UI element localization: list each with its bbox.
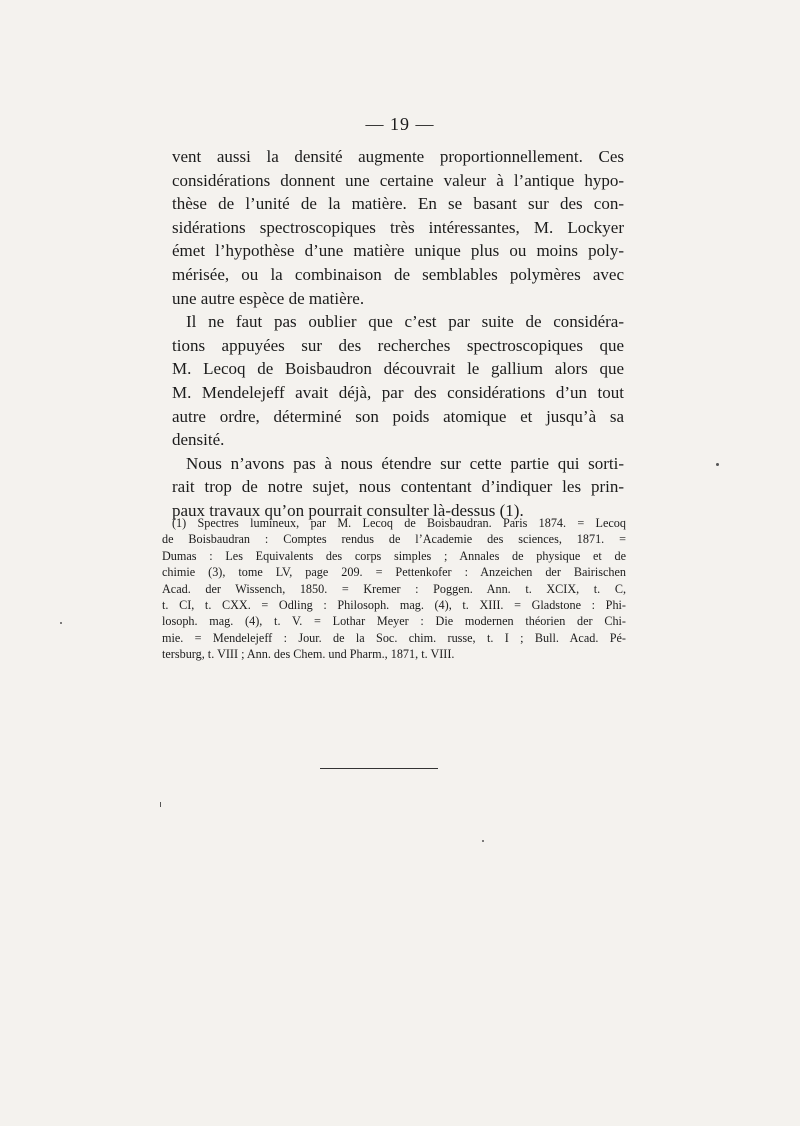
end-rule [320, 768, 438, 769]
footnote-line: (1) Spectres lumineux, par M. Lecoq de Boisbaudran. Paris 1874. = Lecoq [172, 516, 626, 530]
body-line: thèse de l’unité de la matière. En se basant sur des con- [172, 194, 624, 214]
body-line: autre ordre, déterminé son poids atomique et jusqu’à sa [172, 406, 624, 426]
footnote-line: Acad. der Wissench, 1850. = Kremer : Poggen. Ann. t. XCIX, t. C, [162, 581, 626, 596]
footnote-line: mie. = Mendelejeff : Jour. de la Soc. chim. russe, t. I ; Bull. Acad. Pé- [162, 630, 626, 645]
paper-speck [482, 840, 484, 842]
body-line: tions appuyées sur des recherches spectroscopiques que [172, 335, 624, 355]
footnote-line: losoph. mag. (4), t. V. = Lothar Meyer : Die modernen théorien der Chi- [162, 614, 626, 629]
body-line: vent aussi la densité augmente proportionnellement. Ces [172, 147, 624, 166]
paper-speck [60, 622, 62, 624]
footnotes [162, 515, 626, 663]
body-line: Nous n’avons pas à nous étendre sur cette partie qui sorti- [186, 453, 624, 473]
body-line: rait trop de notre sujet, nous contentant d’indiquer les prin- [172, 477, 624, 497]
body-line: densité. [172, 430, 225, 450]
footnote-line: tersburg, t. VIII ; Ann. des Chem. und Pharm., 1871, t. VIII. [162, 647, 455, 662]
paper-speck [160, 802, 161, 807]
paper-speck [716, 463, 719, 466]
footnote-line: Dumas : Les Equivalents des corps simples ; Annales de physique et de [162, 548, 626, 563]
footnote-line: t. CI, t. CXX. = Odling : Philosoph. mag. (4), t. XIII. = Gladstone : Phi- [162, 597, 626, 612]
body-line: sidérations spectroscopiques très intéressantes, M. Lockyer [172, 217, 624, 237]
body-line: considérations donnent une certaine valeur à l’antique hypo- [172, 170, 624, 190]
footnote-line: chimie (3), tome LV, page 209. = Pettenkofer : Anzeichen der Bairischen [162, 565, 626, 580]
body-text [172, 145, 624, 523]
body-line: M. Mendelejeff avait déjà, par des considérations d’un tout [172, 382, 624, 402]
body-line: Il ne faut pas oublier que c’est par suite de considéra- [186, 312, 624, 332]
body-line: une autre espèce de matière. [172, 288, 365, 308]
body-line: paux travaux qu’on pourrait consulter là-dessus (1). [172, 500, 524, 520]
footnote-line: de Boisbaudran : Comptes rendus de l’Academie des sciences, 1871. = [162, 532, 626, 547]
body-line: émet l’hypothèse d’une matière unique plus ou moins poly- [172, 241, 624, 261]
body-line: M. Lecoq de Boisbaudron découvrait le gallium alors que [172, 359, 624, 379]
body-line: mérisée, ou la combinaison de semblables polymères avec [172, 264, 624, 284]
page-number: — 19 — [365, 114, 435, 134]
